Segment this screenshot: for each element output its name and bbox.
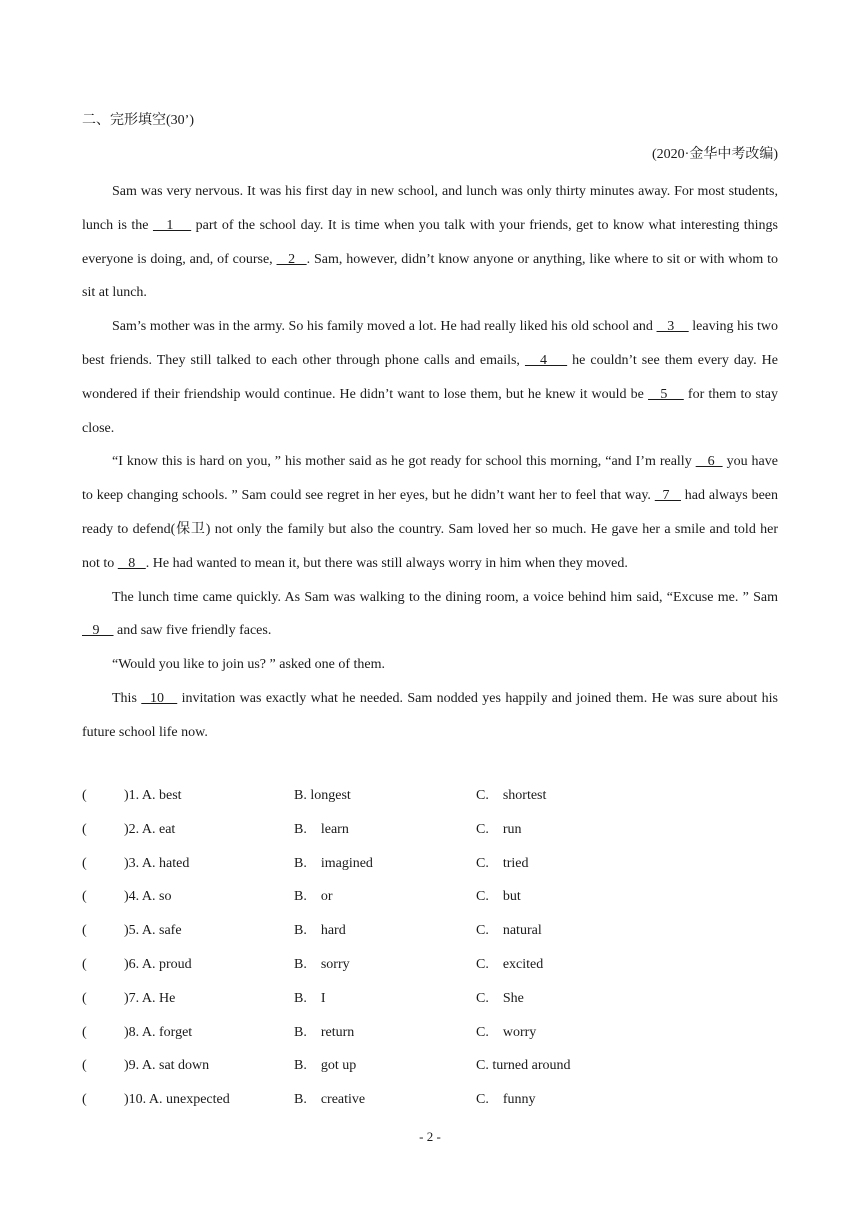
paragraph-5: [82, 648, 778, 682]
option-a: )8. A. forget: [124, 1024, 193, 1040]
answer-paren: (: [82, 956, 87, 972]
text: he couldn’t see them every day. He wondered if their friendship would continue. He didn’t want to lose them, but he knew it would be: [82, 352, 778, 402]
option-c: C. but: [476, 889, 521, 905]
answer-options: [82, 785, 782, 1123]
option-b: B. return: [294, 1024, 355, 1040]
text: The lunch time came quickly. As Sam was walking to the dining room, a voice behind him said, “Excuse me. ” Sam: [112, 589, 778, 605]
option-a: )3. A. hated: [124, 855, 190, 871]
blank-9: 9: [82, 623, 114, 639]
text: you have to keep changing schools. ” Sam could see regret in her eyes, but he didn’t want her to feel that way.: [82, 454, 778, 504]
text: This: [112, 690, 142, 706]
option-a: )7. A. He: [124, 990, 176, 1006]
option-b: B. sorry: [294, 956, 350, 972]
option-b: B. I: [294, 990, 326, 1006]
option-b: B. longest: [294, 788, 351, 803]
option-a: )5. A. safe: [124, 923, 182, 939]
option-b: B. learn: [294, 821, 349, 837]
paragraph-4: [82, 581, 778, 649]
text: for them to stay close.: [82, 386, 779, 436]
source-note: (2020·金华中考改编): [652, 147, 778, 162]
blank-4: 4: [524, 352, 568, 368]
option-b: B. hard: [294, 923, 346, 939]
answer-paren: (: [82, 1092, 87, 1108]
option-row-4: [82, 886, 782, 920]
option-c: C. worry: [476, 1024, 537, 1040]
answer-paren: (: [82, 889, 87, 905]
text: leaving his two best friends. They still talked to each other through phone calls and emails,: [82, 319, 779, 368]
option-row-7: [82, 988, 782, 1022]
text: Sam’s mother was in the army. So his family moved a lot. He had really liked his old school and: [112, 319, 657, 335]
option-c: C. natural: [476, 923, 542, 939]
option-b: B. got up: [294, 1058, 357, 1074]
blank-2: 2: [276, 251, 307, 267]
option-a: )4. A. so: [124, 889, 172, 905]
blank-8: 8: [117, 555, 146, 571]
page-number: - 2 -: [419, 1129, 441, 1144]
answer-paren: (: [82, 821, 87, 837]
option-row-9: [82, 1055, 782, 1089]
cloze-passage: [82, 175, 778, 750]
option-a: )2. A. eat: [124, 821, 176, 837]
blank-3: 3: [656, 319, 689, 335]
answer-paren: (: [82, 1024, 87, 1040]
text: and saw five friendly faces.: [113, 623, 272, 639]
option-b: B. or: [294, 889, 333, 905]
text: . Sam, however, didn’t know anyone or anything, like where to sit or with whom to sit at lunch.: [82, 251, 778, 301]
option-c: C. excited: [476, 956, 544, 972]
answer-paren: (: [82, 1058, 87, 1074]
text: part of the school day. It is time when you talk with your friends, get to know what interesting things everyone is doing, and, of course,: [82, 217, 779, 267]
option-c: C. She: [476, 990, 524, 1006]
option-row-8: [82, 1022, 782, 1056]
text: invitation was exactly what he needed. Sam nodded yes happily and joined them. He was sure about his future school life now.: [82, 690, 778, 740]
text: “I know this is hard on you, ” his mother said as he got ready for school this morning, “and I’m really: [112, 454, 696, 470]
option-c: C. turned around: [476, 1058, 571, 1074]
answer-paren: (: [82, 788, 87, 803]
blank-6: 6: [695, 454, 723, 470]
paragraph-3: [82, 445, 778, 580]
option-c: C. funny: [476, 1092, 536, 1108]
option-row-6: [82, 954, 782, 988]
text: had always been ready to defend(保卫) not only the family but also the country. Sam loved her so much. He gave her a smile and told her not to: [82, 488, 779, 571]
option-a: )9. A. sat down: [124, 1058, 210, 1074]
option-b: B. imagined: [294, 855, 373, 871]
paragraph-1: [82, 175, 778, 310]
option-row-2: [82, 819, 782, 853]
option-a: )1. A. best: [124, 788, 182, 803]
option-c: C. shortest: [476, 788, 547, 803]
section-title: 二、完形填空(30’): [82, 113, 194, 128]
blank-5: 5: [648, 386, 684, 402]
blank-1: 1: [152, 217, 192, 233]
option-c: C. run: [476, 821, 522, 837]
option-b: B. creative: [294, 1092, 366, 1108]
text: . He had wanted to mean it, but there was still always worry in him when they moved.: [145, 555, 628, 571]
answer-paren: (: [82, 923, 87, 939]
blank-10: 10: [141, 690, 178, 706]
option-a: )10. A. unexpected: [124, 1092, 230, 1108]
option-row-5: [82, 920, 782, 954]
answer-paren: (: [82, 855, 87, 871]
blank-7: 7: [654, 488, 681, 504]
option-row-1: [82, 785, 782, 819]
option-c: C. tried: [476, 855, 529, 871]
option-row-10: [82, 1089, 782, 1123]
text: “Would you like to join us? ” asked one of them.: [112, 657, 385, 673]
text: Sam was very nervous. It was his first day in new school, and lunch was only thirty minutes away. For most students, lunch is the: [82, 184, 778, 233]
answer-paren: (: [82, 990, 87, 1006]
paragraph-2: [82, 310, 778, 445]
paragraph-6: [82, 682, 778, 750]
option-row-3: [82, 853, 782, 887]
option-a: )6. A. proud: [124, 956, 192, 972]
